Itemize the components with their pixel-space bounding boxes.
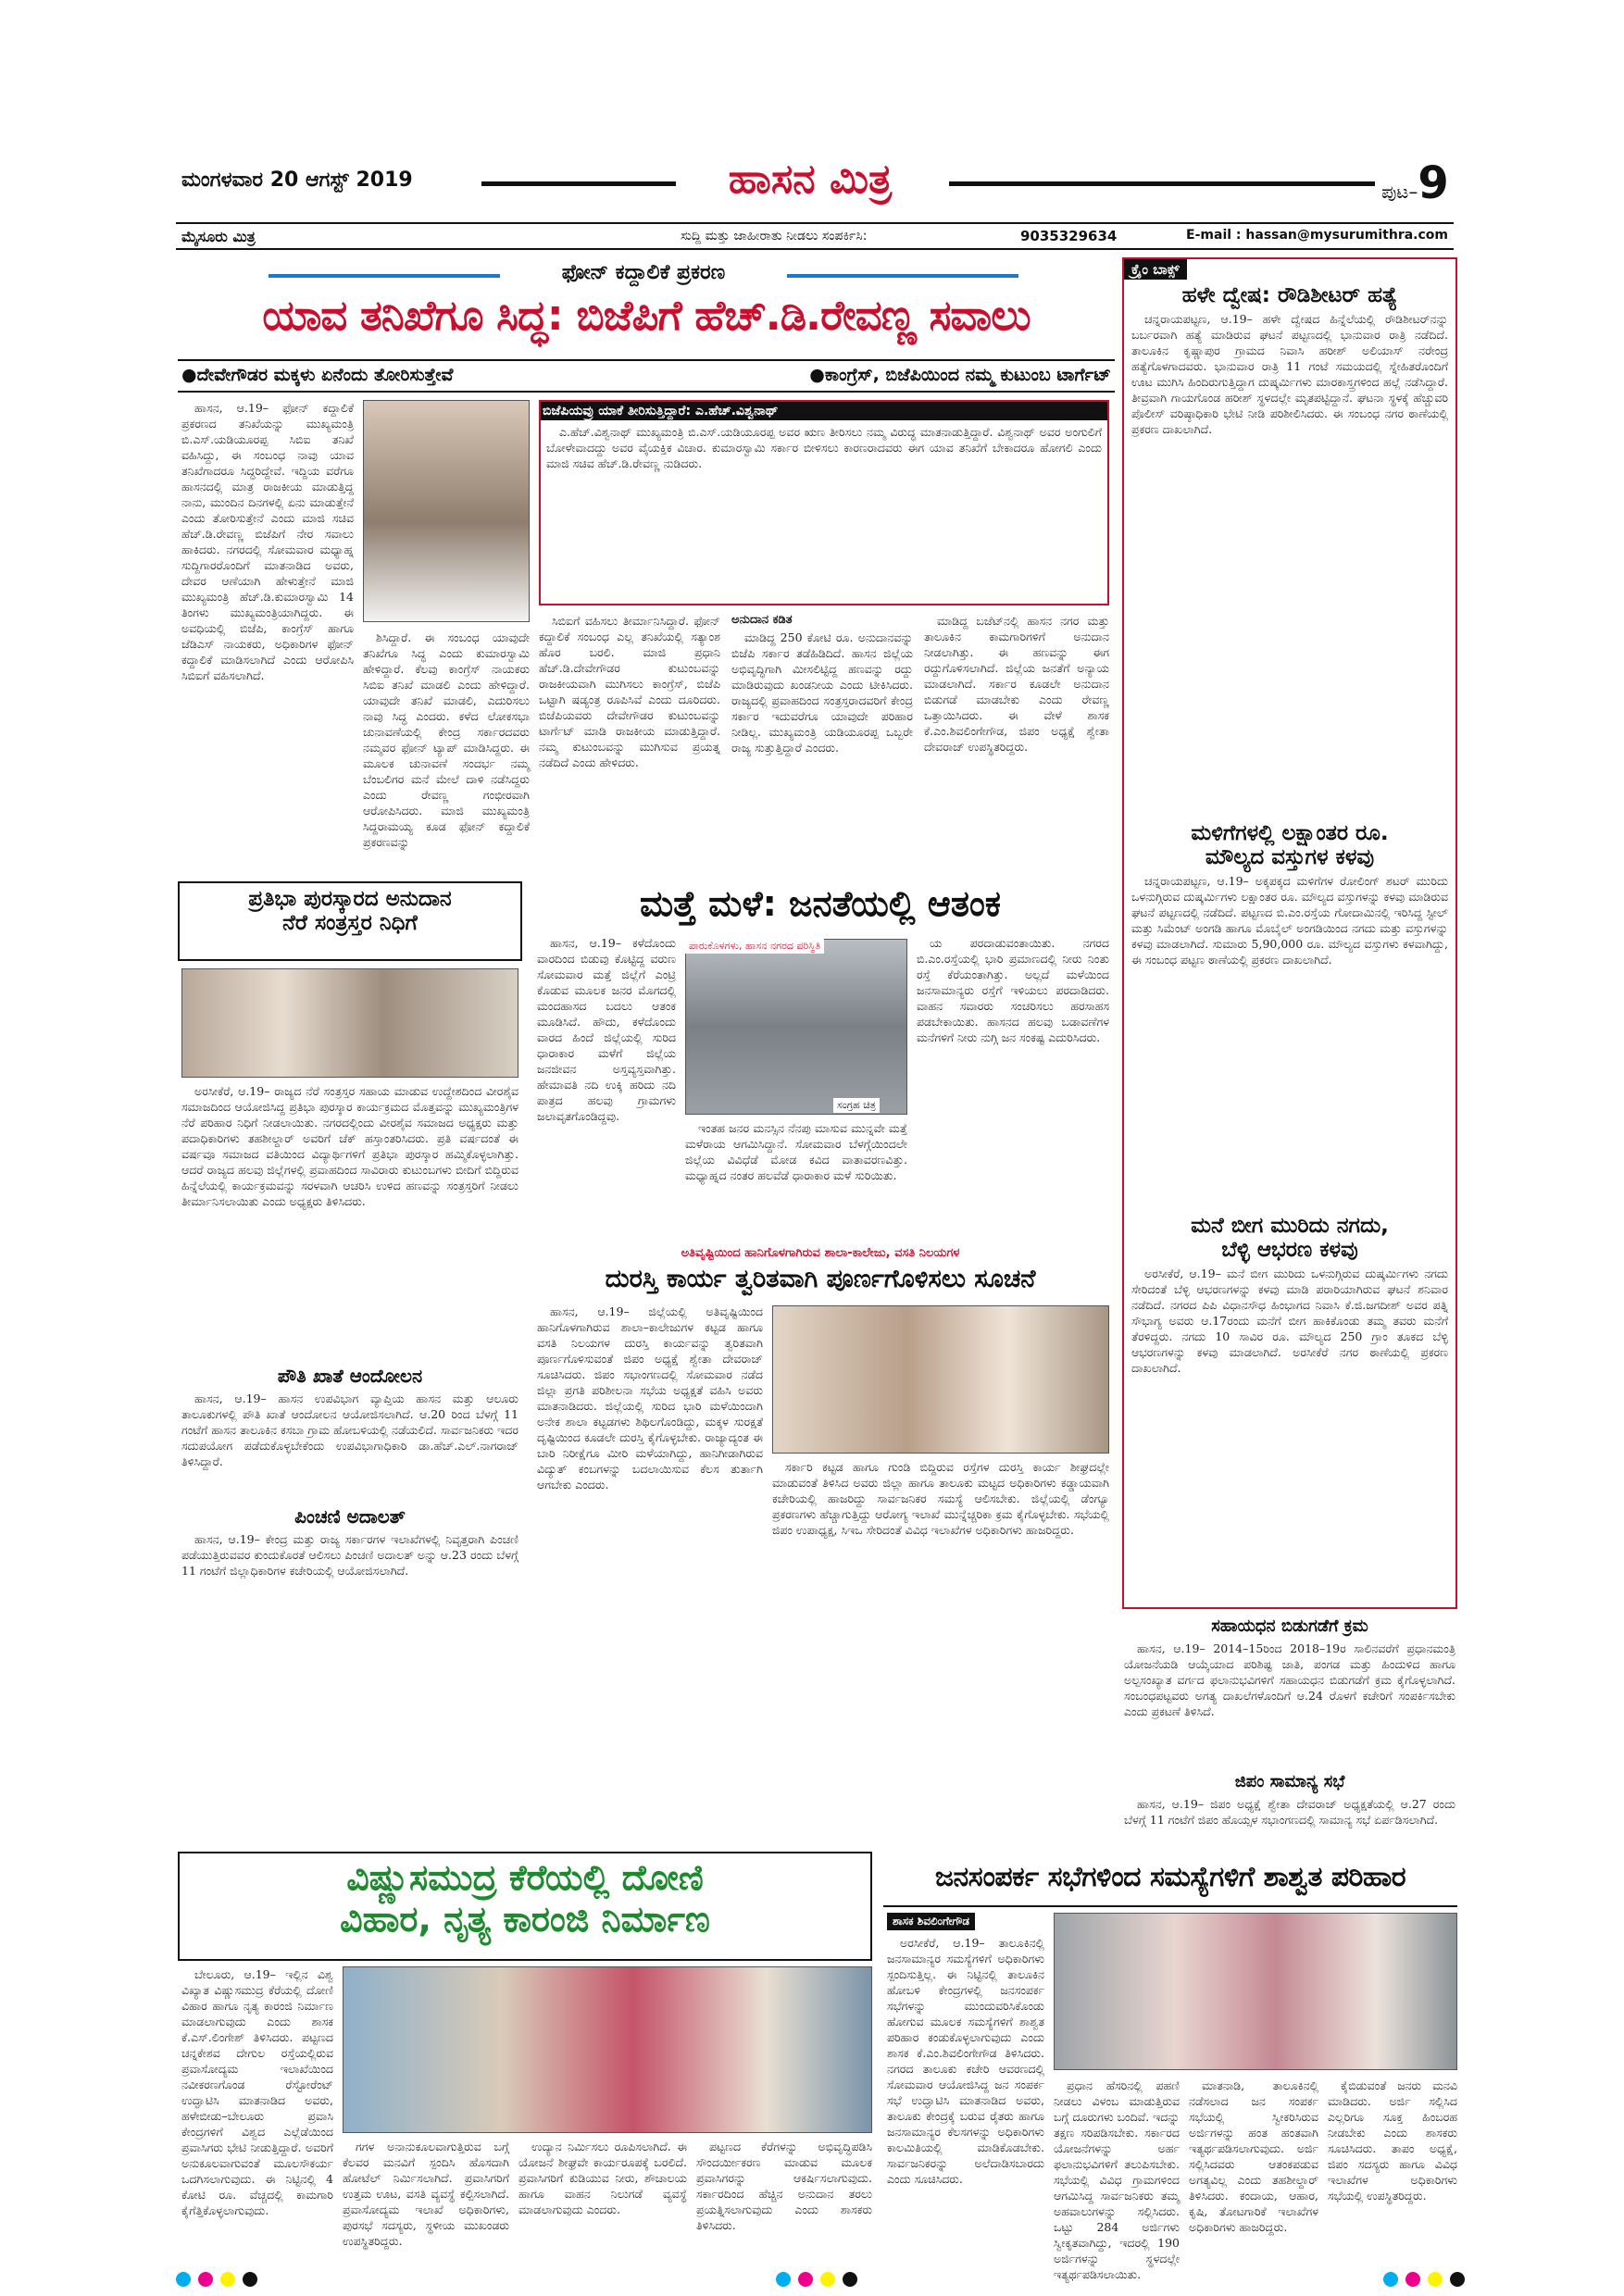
- janasampark-t4: ಕೈಬಿಡುವಂತೆ ಜನರು ಮನವಿ ಮಾಡಿದರು. ಅರ್ಜಿ ಸಲ್ಲಿಸಿದ ಎಲ್ಲರಿಗೂ ಸೂಕ್ತ ಹಿಂಬರಹ ನೀಡಬೇಕು ಎಂದು ಶಾಸಕರು ಸೂಚಿಸಿದರು. ತಾಪಂ ಅಧ್ಯಕ್ಷೆ, ಜಿಪಂ ಸದಸ್ಯರು ಹಾಗೂ ವಿವಿಧ ಇಲಾಖೆಗಳ ಅಧಿಕಾರಿಗಳು ಸಭೆಯಲ್ಲಿ ಉಪಸ್ಥಿತರಿದ್ದರು.: [1328, 2078, 1457, 2202]
- janasampark-t3: ಮಾತನಾಡಿ, ತಾಲೂಕಿನಲ್ಲಿ ನಡೆಸಲಾದ ಜನ ಸಂಪರ್ಕ ಸಭೆಯಲ್ಲಿ ಸ್ವೀಕರಿಸಿರುವ ಅರ್ಜಿಗಳನ್ನು ಹಂತ ಹಂತವಾಗಿ ಇತ್ಯರ್ಥಪಡಿಸಲಾಗುವುದು. ಅರ್ಜಿ ಸಲ್ಲಿಸಿದವರು ಆತಂಕಪಡುವ ಅಗತ್ಯವಿಲ್ಲ ಎಂದು ತಹಶೀಲ್ದಾರ್ ತಿಳಿಸಿದರು. ಕಂದಾಯ, ಆಹಾರ, ಕೃಷಿ, ತೋಟಗಾರಿಕೆ ಇಲಾಖೆಗಳ ಅಧಿಕಾರಿಗಳು ಹಾಜರಿದ್ದರು.: [1189, 2078, 1318, 2234]
- lead-box-text: ಎ.ಹೆಚ್.ವಿಶ್ವನಾಥ್ ಮುಖ್ಯಮಂತ್ರಿ ಬಿ.ಎಸ್.ಯಡಿಯೂರಪ್ಪ ಅವರ ಋಣ ತೀರಿಸಲು ನಮ್ಮ ವಿರುದ್ಧ ಮಾತನಾಡುತ್ತಿದ್ದಾರೆ. ವಿಶ್ವನಾಥ್ ಅವರ ಅಂಗುಲಿಗೆ ಬೋಳೇವಾದದ್ದು ಅವರ ವೈಯಕ್ತಿಕ ವಿಚಾರ. ಕುಮಾರಸ್ವಾಮಿ ಸರ್ಕಾರ ಬೀಳಿಸಲು ಕಾರಣರಾದವರು ಈಗ ಯಾವ ತನಿಖೆಗೆ ಬೇಕಾದರೂ ಹೋಗಲಿ ಎಂದು ಮಾಜಿ ಸಚಿವ ಹೆಚ್.ಡಿ.ರೇವಣ್ಣ ನುಡಿದರು.: [546, 425, 1102, 470]
- school-photo: [772, 1305, 1109, 1454]
- vishnu-photo: [343, 1966, 872, 2133]
- masthead-rule-left: [481, 181, 676, 186]
- lead-sub3: ಅನುದಾನ ಕಡಿತ: [731, 613, 793, 627]
- sahayadhana-t2: ಹಾಸನ, ಆ.19– ಜಿಪಂ ಅಧ್ಯಕ್ಷೆ ಶ್ವೇತಾ ದೇವರಾಜ್ ಅಧ್ಯಕ್ಷತೆಯಲ್ಲಿ ಆ.27 ರಂದು ಬೆಳಗ್ಗೆ 11 ಗಂಟೆಗೆ ಜಿಪಂ ಹೊಯ್ಸಳ ಸಭಾಂಗಣದಲ್ಲಿ ಸಾಮಾನ್ಯ ಸಭೆ ಏರ್ಪಡಿಸಲಾಗಿದೆ.: [1124, 1797, 1455, 1827]
- reg-dot-black-l: [243, 2272, 257, 2287]
- janasampark-headline: ಜನಸಂಪರ್ಕ ಸಭೆಗಳಿಂದ ಸಮಸ್ಯೆಗಳಿಗೆ ಶಾಶ್ವತ ಪರಿಹಾರ: [934, 1861, 1406, 1893]
- school-text2: ಸರ್ಕಾರಿ ಕಟ್ಟಡ ಹಾಗೂ ಗುಂಡಿ ಬಿದ್ದಿರುವ ರಸ್ತೆಗಳ ದುರಸ್ತಿ ಕಾರ್ಯ ಶೀಘ್ರದಲ್ಲೇ ಮಾಡುವಂತೆ ತಿಳಿಸಿದ ಅವರು ಜಿಲ್ಲಾ ಹಾಗೂ ತಾಲೂಕು ಮಟ್ಟದ ಅಧಿಕಾರಿಗಳು ಕಡ್ಡಾಯವಾಗಿ ಕಚೇರಿಯಲ್ಲಿ ಹಾಜರಿದ್ದು ಸಾರ್ವಜನಿಕರ ಸಮಸ್ಯೆ ಆಲಿಸಬೇಕು. ಜಿಲ್ಲೆಯಲ್ಲಿ ಡೆಂಗ್ಯೂ ಪ್ರಕರಣಗಳು ಹೆಚ್ಚಾಗುತ್ತಿದ್ದು ಆರೋಗ್ಯ ಇಲಾಖೆ ಮುನ್ನೆಚ್ಚರಿಕಾ ಕ್ರಮ ಕೈಗೊಳ್ಳಬೇಕು. ಸಭೆಯಲ್ಲಿ ಜಿಪಂ ಉಪಾಧ್ಯಕ್ಷ, ಸಿಇಒ ಸೇರಿದಂತೆ ವಿವಿಧ ಇಲಾಖೆಗಳ ಅಧಿಕಾರಿಗಳು ಹಾಜರಿದ್ದರು.: [772, 1460, 1109, 1537]
- page-num: 9: [1418, 157, 1449, 209]
- crime-h2a: ಮಳಿಗೆಗಳಲ್ಲಿ ಲಕ್ಷಾಂತರ ರೂ.: [1191, 821, 1389, 845]
- reg-dot-cyan-l: [176, 2272, 191, 2287]
- janasampark-photo: [1054, 1913, 1457, 2070]
- reg-dot-magenta-l: [198, 2272, 213, 2287]
- page-prefix: ಪುಟ–: [1381, 181, 1418, 203]
- kicker-rule-r: [787, 274, 1018, 278]
- masthead-rule-right: [949, 181, 1375, 186]
- pratibha-h1: ಪ್ರತಿಭಾ ಪುರಸ್ಕಾರದ ಅನುದಾನ: [248, 887, 452, 911]
- kicker-rule-l: [269, 274, 500, 278]
- masthead-title: ಹಾಸನ ಮಿತ್ರ: [728, 156, 893, 203]
- crime-box: [1122, 257, 1457, 1609]
- rain-text3: ಯ ಪರದಾಡುವಂತಾಯಿತು. ನಗರದ ಬಿ.ಎಂ.ರಸ್ತೆಯಲ್ಲಿ ಭಾರಿ ಪ್ರಮಾಣದಲ್ಲಿ ನೀರು ನಿಂತು ರಸ್ತೆ ಕೆರೆಯಂತಾಗಿತ್ತು. ಅಲ್ಲದೆ ಮಳೆಯಿಂದ ಜನಸಾಮಾನ್ಯರು ರಸ್ತೆಗೆ ಇಳಿಯಲು ಪರದಾಡಿದರು. ವಾಹನ ಸವಾರರು ಸಂಚರಿಸಲು ಹರಸಾಹಸ ಪಡಬೇಕಾಯಿತು. ಹಾಸನದ ಹಲವು ಬಡಾವಣೆಗಳ ಮನೆಗಳಿಗೆ ನೀರು ನುಗ್ಗಿ ಜನ ಸಂಕಷ್ಟ ಎದುರಿಸಿದರು.: [917, 936, 1109, 1044]
- pratibha-text3: ಹಾಸನ, ಆ.19– ಕೇಂದ್ರ ಮತ್ತು ರಾಜ್ಯ ಸರ್ಕಾರಗಳ ಇಲಾಖೆಗಳಲ್ಲಿ ನಿವೃತ್ತರಾಗಿ ಪಿಂಚಣಿ ಪಡೆಯುತ್ತಿರುವವರ ಕುಂದುಕೊರತೆ ಆಲಿಸಲು ಪಿಂಚಣಿ ಅದಾಲತ್ ಅನ್ನು ಆ.23 ರಂದು ಬೆಳಗ್ಗೆ 11 ಗಂಟೆಗೆ ಜಿಲ್ಲಾಧಿಕಾರಿಗಳ ಕಚೇರಿಯಲ್ಲಿ ಆಯೋಜಿಸಲಾಗಿದೆ.: [181, 1532, 518, 1578]
- pratibha-h3: ಪೌತಿ ಖಾತೆ ಆಂದೋಲನ: [277, 1365, 423, 1387]
- reg-dot-black-r: [1450, 2272, 1465, 2287]
- crime-t2: ಚನ್ನರಾಯಪಟ್ಟಣ, ಆ.19– ಅಕ್ಕಪಕ್ಕದ ಮಳಿಗೆಗಳ ರೋಲಿಂಗ್ ಶಟರ್ ಮುರಿದು ಒಳನುಗ್ಗಿರುವ ದುಷ್ಕರ್ಮಿಗಳು ಲಕ್ಷಾಂತರ ರೂ. ಮೌಲ್ಯದ ವಸ್ತುಗಳನ್ನು ಕಳವು ಮಾಡಿರುವ ಘಟನೆ ಪಟ್ಟಣದಲ್ಲಿ ನಡೆದಿದೆ. ಪಟ್ಟಣದ ಬಿ.ಎಂ.ರಸ್ತೆಯ ಗೋದಾಮಿನಲ್ಲಿ ಇರಿಸಿದ್ದ ಸ್ಟೀಲ್ ಮತ್ತು ಸಿಮೆಂಟ್ ಅಂಗಡಿ ಹಾಗೂ ಮೊಬೈಲ್ ಅಂಗಡಿಯಿಂದ ನಗದು ಮತ್ತು ವಸ್ತುಗಳನ್ನು ಕಳವು ಮಾಡಲಾಗಿದೆ. ಸುಮಾರು 5,90,000 ರೂ. ಮೌಲ್ಯದ ವಸ್ತುಗಳು ಕಳವಾಗಿದ್ದು, ಈ ಸಂಬಂಧ ಪಟ್ಟಣ ಠಾಣೆಯಲ್ಲಿ ಪ್ರಕರಣ ದಾಖಲಾಗಿದೆ.: [1131, 874, 1448, 967]
- lead-col2: ಶಿಸಿದ್ದಾರೆ. ಈ ಸಂಬಂಧ ಯಾವುದೇ ತನಿಖೆಗೂ ಸಿದ್ಧ ಎಂದು ಕುಮಾರಸ್ವಾಮಿ ಹೇಳಿದ್ದಾರೆ. ಕೆಲವು ಕಾಂಗ್ರೆಸ್ ನಾಯಕರು ಸಿಬಿಐ ತನಿಖೆ ಮಾಡಲಿ ಎಂದು ಹೇಳಿದ್ದಾರೆ. ಯಾವುದೇ ತನಿಖೆ ಮಾಡಲಿ, ಎದುರಿಸಲು ನಾವು ಸಿದ್ಧ ಎಂದರು. ಕಳೆದ ಲೋಕಸಭಾ ಚುನಾವಣೆಯಲ್ಲಿ ಕೇಂದ್ರ ಸರ್ಕಾರದವರು ನಮ್ಮವರ ಫೋನ್ ಟ್ಯಾಪ್ ಮಾಡಿಸಿದ್ದರು. ಈ ಮೂಲಕ ಚುನಾವಣೆ ಸಂದರ್ಭ ನಮ್ಮ ಬೆಂಬಲಿಗರ ಮನೆ ಮೇಲೆ ದಾಳಿ ನಡೆಸಿದ್ದರು ಎಂದು ರೇವಣ್ಣ ಗಂಭೀರವಾಗಿ ಆರೋಪಿಸಿದರು. ಮಾಜಿ ಮುಖ್ಯಮಂತ್ರಿ ಸಿದ್ದರಾಮಯ್ಯ ಕೂಡ ಫೋನ್ ಕದ್ದಾಲಿಕೆ ಪ್ರಕರಣವನ್ನು: [363, 630, 530, 849]
- rain-photo-caption: ಪಾರುಕೊಳಗಳು, ಹಾಸನ ನಗರದ ಪರಿಸ್ಥಿತಿ: [685, 939, 824, 954]
- lead-sub1: ●ದೇವೇಗೌಡರ ಮಕ್ಕಳು ಏನೆಂದು ತೋರಿಸುತ್ತೇವೆ: [181, 365, 454, 385]
- pratibha-text2: ಹಾಸನ, ಆ.19– ಹಾಸನ ಉಪವಿಭಾಗ ವ್ಯಾಪ್ತಿಯ ಹಾಸನ ಮತ್ತು ಆಲೂರು ತಾಲೂಕುಗಳಲ್ಲಿ ಪೌತಿ ಖಾತೆ ಆಂದೋಲನ ಆಯೋಜಿಸಲಾಗಿದೆ. ಆ.20 ರಿಂದ ಬೆಳಗ್ಗೆ 11 ಗಂಟೆಗೆ ಹಾಸನ ತಾಲೂಕಿನ ಕಸಬಾ ಗ್ರಾಮ ಹೋಬಳಿಯಲ್ಲಿ ನಡೆಯಲಿದೆ. ಸಾರ್ವಜನಿಕರು ಇದರ ಸದುಪಯೋಗ ಪಡೆದುಕೊಳ್ಳಬೇಕೆಂದು ಉಪವಿಭಾಗಾಧಿಕಾರಿ ಡಾ.ಹೆಚ್.ಎಲ್.ನಾಗರಾಜ್ ತಿಳಿಸಿದ್ದಾರೆ.: [181, 1391, 518, 1468]
- vishnu-t2: ಗಗಳ ಅನಾನುಕೂಲವಾಗುತ್ತಿರುವ ಬಗ್ಗೆ ಕೆಲವರ ಮನವಿಗೆ ಸ್ಪಂದಿಸಿ ಹೊಸದಾಗಿ ಹೋಟೆಲ್ ನಿರ್ಮಿಸಲಾಗಿದೆ. ಪ್ರವಾಸಿಗರಿಗೆ ಉತ್ತಮ ಊಟ, ವಸತಿ ವ್ಯವಸ್ಥೆ ಕಲ್ಪಿಸಲಾಗಿದೆ. ಪ್ರವಾಸೋದ್ಯಮ ಇಲಾಖೆ ಅಧಿಕಾರಿಗಳು, ಪುರಸಭೆ ಸದಸ್ಯರು, ಸ್ಥಳೀಯ ಮುಖಂಡರು ಉಪಸ್ಥಿತರಿದ್ದರು.: [343, 2140, 509, 2248]
- rain-headline: ಮತ್ತೆ ಮಳೆ: ಜನತೆಯಲ್ಲಿ ಆತಂಕ: [640, 883, 1001, 924]
- reg-dot-black-c: [843, 2272, 857, 2287]
- lead-sub2: ●ಕಾಂಗ್ರೆಸ್, ಬಿಜೆಪಿಯಿಂದ ನಮ್ಮ ಕುಟುಂಬ ಟಾರ್ಗೆಟ್: [809, 365, 1111, 385]
- sahayadhana-h1: ಸಹಾಯಧನ ಬಿಡುಗಡೆಗೆ ಕ್ರಮ: [1211, 1616, 1368, 1636]
- reg-dot-magenta-c: [798, 2272, 813, 2287]
- lead-col3: ಸಿಬಿಐಗೆ ವಹಿಸಲು ತೀರ್ಮಾನಿಸಿದ್ದಾರೆ. ಫೋನ್ ಕದ್ದಾಲಿಕೆ ಸಂಬಂಧ ಎಲ್ಲ ತನಿಖೆಯಲ್ಲಿ ಸತ್ಯಾಂಶ ಹೊರ ಬರಲಿ. ಮಾಜಿ ಪ್ರಧಾನಿ ಹೆಚ್.ಡಿ.ದೇವೇಗೌಡರ ಕುಟುಂಬವನ್ನು ರಾಜಕೀಯವಾಗಿ ಮುಗಿಸಲು ಕಾಂಗ್ರೆಸ್, ಬಿಜೆಪಿ ಒಟ್ಟಾಗಿ ಷಡ್ಯಂತ್ರ ರೂಪಿಸಿವೆ ಎಂದು ದೂರಿದರು. ಬಿಜೆಪಿಯವರು ದೇವೇಗೌಡರ ಕುಟುಂಬವನ್ನು ಟಾರ್ಗೆಟ್ ಮಾಡಿ ರಾಜಕೀಯ ಮಾಡುತ್ತಿದ್ದಾರೆ. ನಮ್ಮ ಕುಟುಂಬವನ್ನು ಮುಗಿಸುವ ಪ್ರಯತ್ನ ನಡೆದಿದೆ ಎಂದು ಹೇಳಿದರು.: [539, 614, 720, 769]
- vishnu-t4: ಪಟ್ಟಣದ ಕೆರೆಗಳನ್ನು ಅಭಿವೃದ್ಧಿಪಡಿಸಿ ಸೌಂದರ್ಯೀಕರಣ ಮಾಡುವ ಮೂಲಕ ಪ್ರವಾಸಿಗರನ್ನು ಆಕರ್ಷಿಸಲಾಗುವುದು. ಸರ್ಕಾರದಿಂದ ಹೆಚ್ಚಿನ ಅನುದಾನ ತರಲು ಪ್ರಯತ್ನಿಸಲಾಗುವುದು ಎಂದು ಶಾಸಕರು ತಿಳಿಸಿದರು.: [696, 2140, 872, 2232]
- revanna-photo: [363, 400, 530, 622]
- rain-text2: ಇಂತಹ ಜನರ ಮನಸ್ಸಿನ ನೆನಪು ಮಾಸುವ ಮುನ್ನವೇ ಮತ್ತೆ ಮಳೆರಾಯ ಆಗಮಿಸಿದ್ದಾನೆ. ಸೋಮವಾರ ಬೆಳಗ್ಗೆಯಿಂದಲೇ ಜಿಲ್ಲೆಯ ವಿವಿಧೆಡೆ ಮೋಡ ಕವಿದ ವಾತಾವರಣವಿತ್ತು. ಮಧ್ಯಾಹ್ನದ ನಂತರ ಹಲವೆಡೆ ಧಾರಾಕಾರ ಮಳೆ ಸುರಿಯಿತು.: [685, 1121, 907, 1182]
- contact-label: ಸುದ್ದಿ ಮತ್ತು ಜಾಹೀರಾತು ನೀಡಲು ಸಂಪರ್ಕಿಸಿ:: [681, 229, 868, 243]
- vishnu-h1: ವಿಷ್ಣುಸಮುದ್ರ ಕೆರೆಯಲ್ಲಿ ದೋಣಿ: [346, 1857, 704, 1898]
- lead-kicker: ಫೋನ್ ಕದ್ದಾಲಿಕೆ ಪ್ರಕರಣ: [561, 261, 726, 284]
- crime-h1: ಹಳೇ ದ್ವೇಷ: ರೌಡಿಶೀಟರ್ ಹತ್ಯೆ: [1181, 283, 1398, 307]
- crime-t3: ಅರಸೀಕೆರೆ, ಆ.19– ಮನೆ ಬೀಗ ಮುರಿದು ಒಳನುಗ್ಗಿರುವ ದುಷ್ಕರ್ಮಿಗಳು ನಗದು ಸೇರಿದಂತೆ ಬೆಳ್ಳಿ ಆಭರಣಗಳನ್ನು ಕಳವು ಮಾಡಿ ಪರಾರಿಯಾಗಿರುವ ಘಟನೆ ಶನಿವಾರ ನಡೆದಿದೆ. ನಗರದ ಪಿಪಿ ವಿಧಾನಸೌಧ ಹಿಂಭಾಗದ ನಿವಾಸಿ ಕೆ.ಜಿ.ಜಗದೀಶ್ ಅವರ ಪತ್ನಿ ಸೌಭಾಗ್ಯ ಅವರು ಆ.17ರಂದು ಮನೆಗೆ ಬೀಗ ಹಾಕಿಕೊಂಡು ತಮ್ಮ ತವರು ಮನೆಗೆ ತೆರಳಿದ್ದರು. ನಗದು 10 ಸಾವಿರ ರೂ. ಮೌಲ್ಯದ 250 ಗ್ರಾಂ ತೂಕದ ಬೆಳ್ಳಿ ಆಭರಣಗಳನ್ನು ಕಳವು ಮಾಡಲಾಗಿದೆ. ಅರಸೀಕೆರೆ ನಗರ ಠಾಣೆಯಲ್ಲಿ ಪ್ರಕರಣ ದಾಖಲಾಗಿದೆ.: [1131, 1267, 1448, 1375]
- lead-col5: ಮಾಡಿದ್ದ ಬಜೆಟ್‌ನಲ್ಲಿ ಹಾಸನ ನಗರ ಮತ್ತು ತಾಲೂಕಿನ ಕಾಮಗಾರಿಗಳಿಗೆ ಅನುದಾನ ನೀಡಲಾಗಿತ್ತು. ಈ ಹಣವನ್ನು ಈಗ ರದ್ದುಗೊಳಿಸಲಾಗಿದೆ. ಜಿಲ್ಲೆಯ ಜನತೆಗೆ ಅನ್ಯಾಯ ಮಾಡಲಾಗಿದೆ. ಸರ್ಕಾರ ಕೂಡಲೇ ಅನುದಾನ ಬಿಡುಗಡೆ ಮಾಡಬೇಕು ಎಂದು ರೇವಣ್ಣ ಒತ್ತಾಯಿಸಿದರು. ಈ ವೇಳೆ ಶಾಸಕ ಕೆ.ಎಂ.ಶಿವಲಿಂಗೇಗೌಡ, ಜಿಪಂ ಅಧ್ಯಕ್ಷೆ ಶ್ವೇತಾ ದೇವರಾಜ್ ಉಪಸ್ಥಿತರಿದ್ದರು.: [924, 614, 1109, 754]
- reg-dot-magenta-r: [1405, 2272, 1420, 2287]
- reg-dot-cyan-c: [776, 2272, 791, 2287]
- pratibha-h2: ನೆರೆ ಸಂತ್ರಸ್ತರ ನಿಧಿಗೆ: [282, 911, 418, 935]
- lead-col4: ಮಾಡಿದ್ದ 250 ಕೋಟಿ ರೂ. ಅನುದಾನವನ್ನು ಬಿಜೆಪಿ ಸರ್ಕಾರ ತಡೆಹಿಡಿದಿದೆ. ಹಾಸನ ಜಿಲ್ಲೆಯ ಅಭಿವೃದ್ಧಿಗಾಗಿ ಮೀಸಲಿಟ್ಟಿದ್ದ ಹಣವನ್ನು ರದ್ದು ಮಾಡಿರುವುದು ಖಂಡನೀಯ ಎಂದು ಟೀಕಿಸಿದರು. ರಾಜ್ಯದಲ್ಲಿ ಪ್ರವಾಹದಿಂದ ಸಂತ್ರಸ್ತರಾದವರಿಗೆ ಕೇಂದ್ರ ಸರ್ಕಾರ ಇದುವರೆಗೂ ಯಾವುದೇ ಪರಿಹಾರ ನೀಡಿಲ್ಲ. ಮುಖ್ಯಮಂತ್ರಿ ಯಡಿಯೂರಪ್ಪ ಒಬ್ಬರೇ ರಾಜ್ಯ ಸುತ್ತುತ್ತಿದ್ದಾರೆ ಎಂದರು.: [731, 630, 913, 755]
- lead-box: [539, 400, 1109, 605]
- crime-label: ಕ್ರೈಂ ಬಾಕ್ಸ್: [1124, 259, 1187, 280]
- school-text1: ಹಾಸನ, ಆ.19– ಜಿಲ್ಲೆಯಲ್ಲಿ ಅತಿವೃಷ್ಟಿಯಿಂದ ಹಾನಿಗೊಳಗಾಗಿರುವ ಶಾಲಾ–ಕಾಲೇಜುಗಳ ಕಟ್ಟಡ ಹಾಗೂ ವಸತಿ ನಿಲಯಗಳ ದುರಸ್ತಿ ಕಾರ್ಯವನ್ನು ತ್ವರಿತವಾಗಿ ಪೂರ್ಣಗೊಳಿಸುವಂತೆ ಜಿಪಂ ಅಧ್ಯಕ್ಷೆ ಶ್ವೇತಾ ದೇವರಾಜ್ ಸೂಚಿಸಿದರು. ಜಿಪಂ ಸಭಾಂಗಣದಲ್ಲಿ ಸೋಮವಾರ ನಡೆದ ಜಿಲ್ಲಾ ಪ್ರಗತಿ ಪರಿಶೀಲನಾ ಸಭೆಯ ಅಧ್ಯಕ್ಷತೆ ವಹಿಸಿ ಅವರು ಮಾತನಾಡಿದರು. ಜಿಲ್ಲೆಯಲ್ಲಿ ಸುರಿದ ಭಾರಿ ಮಳೆಯಿಂದಾಗಿ ಅನೇಕ ಶಾಲಾ ಕಟ್ಟಡಗಳು ಶಿಥಿಲಗೊಂಡಿದ್ದು, ಮಕ್ಕಳ ಸುರಕ್ಷತೆ ದೃಷ್ಟಿಯಿಂದ ಕೂಡಲೇ ದುರಸ್ತಿ ಕೈಗೊಳ್ಳಬೇಕು. ರಾಜ್ಯಾದ್ಯಂತ ಈ ಬಾರಿ ನಿರೀಕ್ಷೆಗೂ ಮೀರಿ ಮಳೆಯಾಗಿದ್ದು, ಹಾನಿಗೀಡಾಗಿರುವ ವಿದ್ಯುತ್ ಕಂಬಗಳನ್ನು ಬದಲಾಯಿಸುವ ಕೆಲಸ ತುರ್ತಾಗಿ ಆಗಬೇಕು ಎಂದರು.: [537, 1304, 763, 1491]
- reg-dot-yellow-r: [1428, 2272, 1443, 2287]
- reg-dot-yellow-l: [220, 2272, 235, 2287]
- sahayadhana-h2: ಜಿಪಂ ಸಾಮಾನ್ಯ ಸಭೆ: [1234, 1772, 1345, 1791]
- lead-box-title: ಬಿಜೆಪಿಯವ್ರು ಯಾಕೆ ತೀರಿಸುತ್ತಿದ್ದಾರೆ: ಎ.ಹೆಚ್.ವಿಶ್ವನಾಥ್: [541, 402, 1107, 420]
- contact-email: E-mail : hassan@mysurumithra.com: [1186, 228, 1448, 243]
- crime-h2b: ಮೌಲ್ಯದ ವಸ್ತುಗಳ ಕಳವು: [1205, 845, 1375, 869]
- brand-bar: [176, 222, 1454, 250]
- janasampark-head: [883, 1852, 1457, 1907]
- vishnu-head: [178, 1852, 872, 1961]
- reg-dot-yellow-c: [820, 2272, 835, 2287]
- pratibha-text: ಅರಸೀಕೆರೆ, ಆ.19– ರಾಜ್ಯದ ನೆರೆ ಸಂತ್ರಸ್ತರ ಸಹಾಯ ಮಾಡುವ ಉದ್ದೇಶದಿಂದ ವೀರಶೈವ ಸಮಾಜದಿಂದ ಆಯೋಜಿಸಿದ್ದ ಪ್ರತಿಭಾ ಪುರಸ್ಕಾರ ಕಾರ್ಯಕ್ರಮದ ಮೊತ್ತವನ್ನು ಮುಖ್ಯಮಂತ್ರಿಗಳ ನೆರೆ ಪರಿಹಾರ ನಿಧಿಗೆ ನೀಡಲಾಯಿತು. ನಗರದಲ್ಲಿಂದು ವೀರಶೈವ ಸಮಾಜದ ಅಧ್ಯಕ್ಷರು ಮತ್ತು ಪದಾಧಿಕಾರಿಗಳು ತಹಶೀಲ್ದಾರ್ ಅವರಿಗೆ ಚೆಕ್ ಹಸ್ತಾಂತರಿಸಿದರು. ಪ್ರತಿ ವರ್ಷದಂತೆ ಈ ವರ್ಷವೂ ಸಮಾಜದ ವತಿಯಿಂದ ವಿದ್ಯಾರ್ಥಿಗಳಿಗೆ ಪ್ರತಿಭಾ ಪುರಸ್ಕಾರ ಹಮ್ಮಿಕೊಳ್ಳಲಾಗಿತ್ತು. ಆದರೆ ರಾಜ್ಯದ ಹಲವು ಜಿಲ್ಲೆಗಳಲ್ಲಿ ಪ್ರವಾಹದಿಂದ ಸಾವಿರಾರು ಕುಟುಂಬಗಳು ಬೀದಿಗೆ ಬಿದ್ದಿರುವ ಹಿನ್ನೆಲೆಯಲ್ಲಿ ಕಾರ್ಯಕ್ರಮವನ್ನು ಸರಳವಾಗಿ ಆಚರಿಸಿ ಉಳಿದ ಹಣವನ್ನು ಸಂತ್ರಸ್ತರಿಗೆ ನೀಡಲು ತೀರ್ಮಾನಿಸಲಾಯಿತು ಎಂದು ಅಧ್ಯಕ್ಷರು ತಿಳಿಸಿದರು.: [181, 1084, 518, 1208]
- pratibha-h4: ಪಿಂಚಣಿ ಅದಾಲತ್: [294, 1505, 406, 1528]
- vishnu-t3: ಉದ್ಯಾನ ನಿರ್ಮಿಸಲು ರೂಪಿಸಲಾಗಿದೆ. ಈ ಯೋಜನೆ ಶೀಘ್ರವೇ ಕಾರ್ಯರೂಪಕ್ಕೆ ಬರಲಿದೆ. ಪ್ರವಾಸಿಗರಿಗೆ ಕುಡಿಯುವ ನೀರು, ಶೌಚಾಲಯ ಹಾಗೂ ವಾಹನ ನಿಲುಗಡೆ ವ್ಯವಸ್ಥೆ ಮಾಡಲಾಗುವುದು ಎಂದರು.: [518, 2140, 687, 2216]
- rain-photo: [685, 939, 907, 1115]
- lead-col1: ಹಾಸನ, ಆ.19– ಫೋನ್ ಕದ್ದಾಲಿಕೆ ಪ್ರಕರಣದ ತನಿಖೆಯನ್ನು ಮುಖ್ಯಮಂತ್ರಿ ಬಿ.ಎಸ್.ಯಡಿಯೂರಪ್ಪ ಸಿಬಿಐ ತನಿಖೆ ವಹಿಸಿದ್ದು, ಈ ಸಂಬಂಧ ನಾವು ಯಾವ ತನಿಖೆಗಾದರೂ ಸಿದ್ಧರಿದ್ದೇವೆ. ಇದ್ದಿಯ ವರೆಗೂ ಹಾಸನದಲ್ಲಿ ಮಾತ್ರ ರಾಜಕೀಯ ಮಾಡುತ್ತಿದ್ದ ನಾನು, ಮುಂದಿನ ದಿನಗಳಲ್ಲಿ ಏನು ಮಾಡುತ್ತೇನೆ ಎಂದು ತೋರಿಸುತ್ತೇನೆ ಎಂದು ಮಾಜಿ ಸಚಿವ ಹೆಚ್.ಡಿ.ರೇವಣ್ಣ ಬಿಜೆಪಿಗೆ ನೇರ ಸವಾಲು ಹಾಕಿದರು. ನಗರದಲ್ಲಿ ಸೋಮವಾರ ಮಧ್ಯಾಹ್ನ ಸುದ್ದಿಗಾರರೊಂದಿಗೆ ಮಾತನಾಡಿದ ಅವರು, ದೇವರ ಆಣೆಯಾಗಿ ಹೇಳುತ್ತೇನೆ ಮಾಜಿ ಮುಖ್ಯಮಂತ್ರಿ ಹೆಚ್.ಡಿ.ಕುಮಾರಸ್ವಾಮಿ 14 ತಿಂಗಳು ಮುಖ್ಯಮಂತ್ರಿಯಾಗಿದ್ದರು. ಈ ಅವಧಿಯಲ್ಲಿ ಬಿಜೆಪಿ, ಕಾಂಗ್ರೆಸ್ ಹಾಗೂ ಜೆಡಿಎಸ್ ನಾಯಕರು, ಅಧಿಕಾರಿಗಳ ಫೋನ್ ಕದ್ದಾಲಿಕೆ ಮಾಡಿಸಲಾಗಿದೆ ಎಂದು ಆರೋಪಿಸಿ ಸಿಬಿಐಗೆ ವಹಿಸಲಾಗಿದೆ.: [181, 401, 354, 682]
- rain-text1: ಹಾಸನ, ಆ.19– ಕಳೆದೊಂದು ವಾರದಿಂದ ಬಿಡುವು ಕೊಟ್ಟಿದ್ದ ವರುಣ ಸೋಮವಾರ ಮತ್ತೆ ಜಿಲ್ಲೆಗೆ ಎಂಟ್ರಿ ಕೊಡುವ ಮೂಲಕ ಜನರ ಮೊಗದಲ್ಲಿ ಮಂದಹಾಸದ ಬದಲು ಆತಂಕ ಮೂಡಿಸಿದೆ. ಹೌದು, ಕಳೆದೊಂದು ವಾರದ ಹಿಂದೆ ಜಿಲ್ಲೆಯಲ್ಲಿ ಸುರಿದ ಧಾರಾಕಾರ ಮಳೆಗೆ ಜಿಲ್ಲೆಯ ಜನಜೀವನ ಅಸ್ತವ್ಯಸ್ತವಾಗಿತ್ತು. ಹೇಮಾವತಿ ನದಿ ಉಕ್ಕಿ ಹರಿದು ನದಿ ಪಾತ್ರದ ಹಲವು ಗ್ರಾಮಗಳು ಜಲಾವೃತಗೊಂಡಿದ್ದವು.: [537, 936, 676, 1123]
- pratibha-head: [178, 881, 522, 961]
- pratibha-photo: [181, 968, 518, 1078]
- reg-dot-cyan-r: [1383, 2272, 1398, 2287]
- vishnu-h2: ವಿಹಾರ, ನೃತ್ಯ ಕಾರಂಜಿ ನಿರ್ಮಾಣ: [340, 1899, 710, 1940]
- sahayadhana-t1: ಹಾಸನ, ಆ.19– 2014–15ರಿಂದ 2018–19ರ ಸಾಲಿನವರೆಗೆ ಪ್ರಧಾನಮಂತ್ರಿ ಯೋಜನೆಯಡಿ ಆಯ್ಕೆಯಾದ ಪರಿಶಿಷ್ಟ ಜಾತಿ, ಪಂಗಡ ಮತ್ತು ಹಿಂದುಳಿದ ಹಾಗೂ ಅಲ್ಪಸಂಖ್ಯಾತ ವರ್ಗದ ಫಲಾನುಭವಿಗಳಿಗೆ ಸಹಾಯಧನ ಬಿಡುಗಡೆಗೆ ಕ್ರಮ ಕೈಗೊಳ್ಳಲಾಗಿದೆ. ಸಂಬಂಧಪಟ್ಟವರು ಅಗತ್ಯ ದಾಖಲೆಗಳೊಂದಿಗೆ ಆ.24 ರೊಳಗೆ ಕಚೇರಿಗೆ ಸಂಪರ್ಕಿಸಬೇಕು ಎಂದು ಪ್ರಕಟಣೆ ತಿಳಿಸಿದೆ.: [1124, 1641, 1455, 1718]
- lead-headline: ಯಾವ ತನಿಖೆಗೂ ಸಿದ್ಧ: ಬಿಜೆಪಿಗೆ ಹೆಚ್.ಡಿ.ರೇವಣ್ಣ ಸವಾಲು: [262, 291, 1031, 340]
- vishnu-t1: ಬೇಲೂರು, ಆ.19– ಇಲ್ಲಿನ ವಿಶ್ವ ವಿಖ್ಯಾತ ವಿಷ್ಣುಸಮುದ್ರ ಕೆರೆಯಲ್ಲಿ ದೋಣಿ ವಿಹಾರ ಹಾಗೂ ನೃತ್ಯ ಕಾರಂಜಿ ನಿರ್ಮಾಣ ಮಾಡಲಾಗುವುದು ಎಂದು ಶಾಸಕ ಕೆ.ಎಸ್.ಲಿಂಗೇಶ್ ತಿಳಿಸಿದರು. ಪಟ್ಟಣದ ಚನ್ನಕೇಶವ ದೇಗುಲ ರಸ್ತೆಯಲ್ಲಿರುವ ಪ್ರವಾಸೋದ್ಯಮ ಇಲಾಖೆಯಿಂದ ನವೀಕರಣಗೊಂಡ ರೆಸ್ಟೋರೆಂಟ್ ಉದ್ಘಾಟಿಸಿ ಮಾತನಾಡಿದ ಅವರು, ಹಳೇಬೀಡು–ಬೇಲೂರು ಪ್ರವಾಸಿ ಕೇಂದ್ರಗಳಿಗೆ ವಿಶ್ವದ ಎಲ್ಲೆಡೆಯಿಂದ ಪ್ರವಾಸಿಗರು ಭೇಟಿ ನೀಡುತ್ತಿದ್ದಾರೆ. ಅವರಿಗೆ ಅನುಕೂಲವಾಗುವಂತೆ ಮೂಲಸೌಕರ್ಯ ಒದಗಿಸಲಾಗುವುದು. ಈ ನಿಟ್ಟಿನಲ್ಲಿ 4 ಕೋಟಿ ರೂ. ವೆಚ್ಚದಲ್ಲಿ ಕಾಮಗಾರಿ ಕೈಗೆತ್ತಿಕೊಳ್ಳಲಾಗುವುದು.: [181, 1967, 333, 2217]
- lead-subhead-bar: [178, 359, 1115, 393]
- school-headline: ದುರಸ್ತಿ ಕಾರ್ಯ ತ್ವರಿತವಾಗಿ ಪೂರ್ಣಗೊಳಿಸಲು ಸೂಚನೆ: [605, 1265, 1036, 1293]
- masthead-date: ಮಂಗಳವಾರ 20 ಆಗಸ್ಟ್ 2019: [181, 168, 413, 192]
- contact-phone: 9035329634: [1020, 228, 1118, 244]
- crime-t1: ಚನ್ನರಾಯಪಟ್ಟಣ, ಆ.19– ಹಳೇ ದ್ವೇಷದ ಹಿನ್ನೆಲೆಯಲ್ಲಿ ರೌಡಿಶೀಟರ್‌ನನ್ನು ಬರ್ಬರವಾಗಿ ಹತ್ಯೆ ಮಾಡಿರುವ ಘಟನೆ ಪಟ್ಟಣದಲ್ಲಿ ಭಾನುವಾರ ರಾತ್ರಿ ನಡೆದಿದೆ. ತಾಲೂಕಿನ ಕೃಷ್ಣಾಪುರ ಗ್ರಾಮದ ನಿವಾಸಿ ಹರೀಶ್ ಅಲಿಯಾಸ್ ನರೇಂದ್ರ ಹತ್ಯೆಗೊಳಗಾದವರು. ಭಾನುವಾರ ರಾತ್ರಿ 11 ಗಂಟೆ ಸಮಯದಲ್ಲಿ ಸ್ನೇಹಿತರೊಂದಿಗೆ ಊಟ ಮುಗಿಸಿ ಹಿಂದಿರುಗುತ್ತಿದ್ದಾಗ ದುಷ್ಕರ್ಮಿಗಳು ಮಾರಕಾಸ್ತ್ರಗಳಿಂದ ಹಲ್ಲೆ ನಡೆಸಿದ್ದಾರೆ. ತೀವ್ರವಾಗಿ ಗಾಯಗೊಂಡ ಹರೀಶ್ ಸ್ಥಳದಲ್ಲೇ ಮೃತಪಟ್ಟಿದ್ದಾನೆ. ಘಟನಾ ಸ್ಥಳಕ್ಕೆ ಹೆಚ್ಚುವರಿ ಪೊಲೀಸ್ ವರಿಷ್ಠಾಧಿಕಾರಿ ಭೇಟಿ ನೀಡಿ ಪರಿಶೀಲಿಸಿದರು. ಈ ಸಂಬಂಧ ನಗರ ಠಾಣೆಯಲ್ಲಿ ಪ್ರಕರಣ ದಾಖಲಾಗಿದೆ.: [1131, 312, 1448, 436]
- rain-photo-credit: ಸಂಗ್ರಹ ಚಿತ್ರ: [833, 1098, 880, 1113]
- janasampark-t2: ಪ್ರಧಾನ ಹೆಸರಿನಲ್ಲಿ ಪಹಣಿ ನೀಡಲು ವಿಳಂಬ ಮಾಡುತ್ತಿರುವ ಬಗ್ಗೆ ದೂರುಗಳು ಬಂದಿವೆ. ಇದನ್ನು ತಕ್ಷಣ ಸರಿಪಡಿಸಬೇಕು. ಸರ್ಕಾರದ ಯೋಜನೆಗಳನ್ನು ಅರ್ಹ ಫಲಾನುಭವಿಗಳಿಗೆ ತಲುಪಿಸಬೇಕು. ಸಭೆಯಲ್ಲಿ ವಿವಿಧ ಗ್ರಾಮಗಳಿಂದ ಆಗಮಿಸಿದ್ದ ಸಾರ್ವಜನಿಕರು ತಮ್ಮ ಅಹವಾಲುಗಳನ್ನು ಸಲ್ಲಿಸಿದರು. ಒಟ್ಟು 284 ಅರ್ಜಿಗಳು ಸ್ವೀಕೃತವಾಗಿದ್ದು, ಇದರಲ್ಲಿ 190 ಅರ್ಜಿಗಳನ್ನು ಸ್ಥಳದಲ್ಲೇ ಇತ್ಯರ್ಥಪಡಿಸಲಾಯಿತು.: [1054, 2078, 1180, 2281]
- crime-h3a: ಮನೆ ಬೀಗ ಮುರಿದು ನಗದು,: [1191, 1214, 1389, 1238]
- page-number: [1381, 157, 1449, 209]
- janasampark-t1: ಅರಸೀಕೆರೆ, ಆ.19– ತಾಲೂಕಿನಲ್ಲಿ ಜನಸಾಮಾನ್ಯರ ಸಮಸ್ಯೆಗಳಿಗೆ ಅಧಿಕಾರಿಗಳು ಸ್ಪಂದಿಸುತ್ತಿಲ್ಲ. ಈ ನಿಟ್ಟಿನಲ್ಲಿ ತಾಲೂಕಿನ ಹೋಬಳಿ ಕೇಂದ್ರಗಳಲ್ಲಿ ಜನಸಂಪರ್ಕ ಸಭೆಗಳನ್ನು ಮುಂದುವರಿಸಿಕೊಂಡು ಹೋಗುವ ಮೂಲಕ ಸಮಸ್ಯೆಗಳಿಗೆ ಶಾಶ್ವತ ಪರಿಹಾರ ಕಂಡುಕೊಳ್ಳಲಾಗುವುದು ಎಂದು ಶಾಸಕ ಕೆ.ಎಂ.ಶಿವಲಿಂಗೇಗೌಡ ತಿಳಿಸಿದರು. ನಗರದ ತಾಲೂಕು ಕಚೇರಿ ಆವರಣದಲ್ಲಿ ಸೋಮವಾರ ಆಯೋಜಿಸಿದ್ದ ಜನ ಸಂಪರ್ಕ ಸಭೆ ಉದ್ಘಾಟಿಸಿ ಮಾತನಾಡಿದ ಅವರು, ತಾಲೂಕು ಕೇಂದ್ರಕ್ಕೆ ಬರುವ ರೈತರು ಹಾಗೂ ಜನಸಾಮಾನ್ಯರ ಕೆಲಸಗಳನ್ನು ಅಧಿಕಾರಿಗಳು ಕಾಲಮಿತಿಯಲ್ಲಿ ಮಾಡಿಕೊಡಬೇಕು. ಸಾರ್ವಜನಿಕರನ್ನು ಅಲೆದಾಡಿಸಬಾರದು ಎಂದು ಸೂಚಿಸಿದರು.: [887, 1936, 1044, 2186]
- mla-label: ಶಾಸಕ ಶಿವಲಿಂಗೇಗೌಡ: [887, 1913, 975, 1930]
- school-kicker: ಅತಿವೃಷ್ಟಿಯಿಂದ ಹಾನಿಗೊಳಗಾಗಿರುವ ಶಾಲಾ-ಕಾಲೇಜು, ವಸತಿ ನಿಲಯಗಳ: [681, 1246, 960, 1260]
- crime-h3b: ಬೆಳ್ಳಿ ಆಭರಣ ಕಳವು: [1221, 1238, 1358, 1262]
- brand-label: ಮೈಸೂರು ಮಿತ್ರ: [181, 228, 256, 245]
